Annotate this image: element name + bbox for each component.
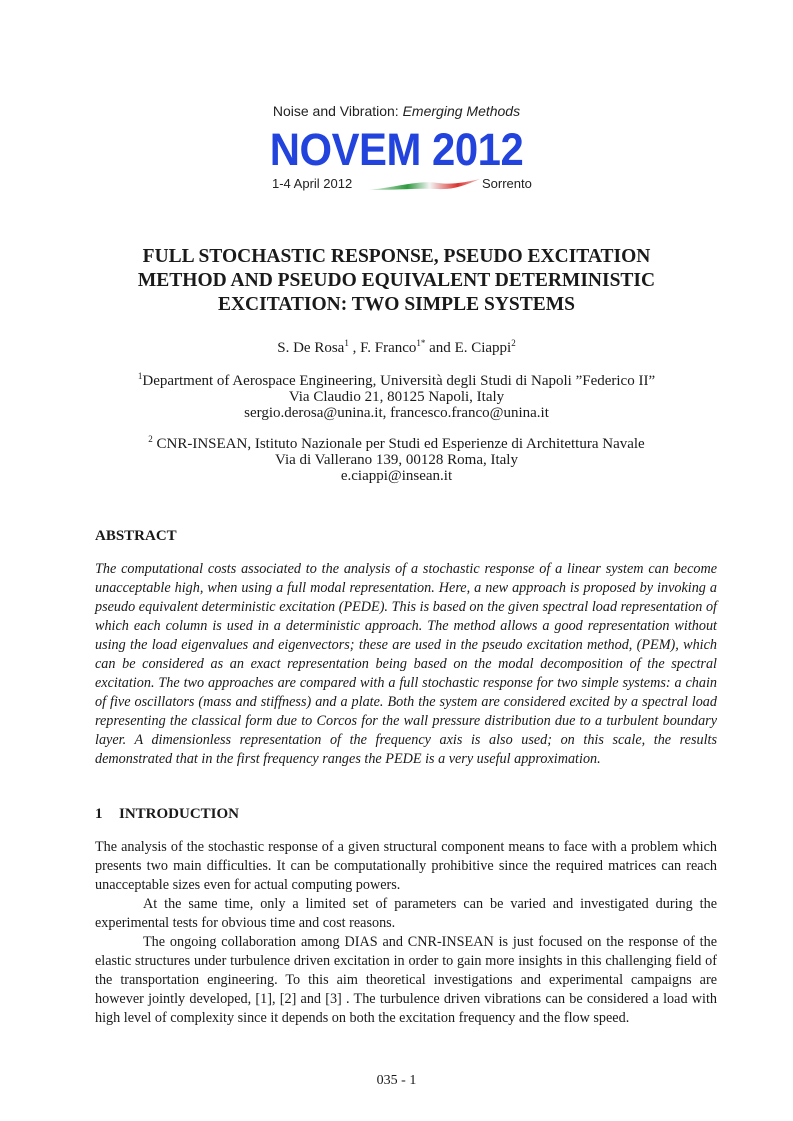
paper-title	[90, 245, 703, 317]
swoosh-logo-icon	[368, 178, 480, 192]
affiliation-sup: 1	[137, 371, 143, 381]
affiliation-1	[0, 373, 793, 421]
author-name: F. Franco	[360, 340, 417, 356]
page-number: 035 - 1	[376, 1073, 417, 1088]
affiliation-sup: 2	[148, 434, 153, 444]
affiliation-2	[0, 436, 793, 484]
affiliation-line	[0, 373, 793, 389]
section-title: INTRODUCTION	[119, 806, 240, 822]
title-line: EXCITATION: TWO SIMPLE SYSTEMS	[217, 294, 576, 315]
conference-place: Sorrento	[482, 176, 532, 191]
affiliation-text: Department of Aerospace Engineering, Università degli Studi di Napoli ”Federico II”	[142, 373, 656, 389]
series-prefix: Noise and Vibration:	[272, 103, 403, 119]
title-line: FULL STOCHASTIC RESPONSE, PSEUDO EXCITATION	[142, 246, 651, 267]
paragraph: The ongoing collaboration among DIAS and CNR-INSEAN is just focused on the response of the elastic structures under turbulence driven excitation in order to gain more insights in this challenging field of the transportation engineering. To this aim theoretical investigations and experimental campaigns are however jointly developed, [1], [2] and [3] . The turbulence driven vibrations can be considered a load with high level of complexity since it depends on both the excitation frequency and the flow speed.	[95, 934, 717, 1026]
author-list	[0, 340, 793, 357]
affiliation-line	[0, 436, 793, 452]
introduction-heading	[95, 806, 239, 823]
series-emphasis: Emerging Methods	[402, 103, 521, 119]
author-sep: and	[425, 340, 455, 356]
author-sep: ,	[348, 340, 361, 356]
abstract-text: The computational costs associated to the analysis of a stochastic response of a linear system can become unacceptable high, when using a full modal representation. Here, a new approach is proposed by invoking a pseudo equivalent deterministic excitation (PEDE). This is based on the given spectral load representation of which each column is used in a deterministic approach. The method allows a good representation without using the load eigenvalues and eigenvectors; these are used in the pseudo excitation method, (PEM), which can be considered as an exact representation being based on the modal decomposition of the spectral excitation. The two approaches are compared with a full stochastic response for two simple systems: a chain of five oscillators (mass and stiffness) and a plate. Both the system are considered excited by a spectral load representing the classical form due to Corcos for the wall pressure distribution due to a turbulent boundary layer. A dimensionless representation of the frequency axis is also used; on this scale, the results demonstrated that in the first frequency ranges the PEDE is a very useful approximation.	[95, 561, 717, 767]
affiliation-text: CNR-INSEAN, Istituto Nazionale per Studi ed Esperienze di Architettura Navale	[152, 436, 645, 452]
conference-dates: 1-4 April 2012	[272, 176, 353, 191]
affiliation-line: Via di Vallerano 139, 00128 Roma, Italy	[275, 452, 518, 468]
abstract-heading: ABSTRACT	[95, 528, 177, 544]
conference-series	[0, 103, 793, 119]
affiliation-email: sergio.derosa@unina.it, francesco.franco@unina.it	[244, 405, 549, 421]
affiliation-line: Via Claudio 21, 80125 Napoli, Italy	[288, 389, 505, 405]
affiliation-email: e.ciappi@insean.it	[340, 468, 453, 484]
section-number: 1	[95, 806, 103, 822]
author-sup: 1	[344, 338, 349, 348]
paragraph: The analysis of the stochastic response of a given structural component means to face with a problem which presents two main difficulties. It can be computationally prohibitive since the required matrices can reach unacceptable sizes even for actual computing powers.	[95, 839, 717, 893]
author-name: E. Ciappi	[454, 340, 512, 356]
paragraph: At the same time, only a limited set of parameters can be varied and investigated during the experimental tests for obvious time and cost reasons.	[95, 896, 717, 931]
introduction-body	[95, 838, 717, 1028]
author-name: S. De Rosa	[277, 340, 345, 356]
author-sup: 2	[511, 338, 516, 348]
conference-logo: NOVEM 2012	[269, 124, 524, 175]
title-line: METHOD AND PSEUDO EQUIVALENT DETERMINISTIC	[137, 270, 656, 291]
author-sup: 1*	[416, 338, 426, 348]
